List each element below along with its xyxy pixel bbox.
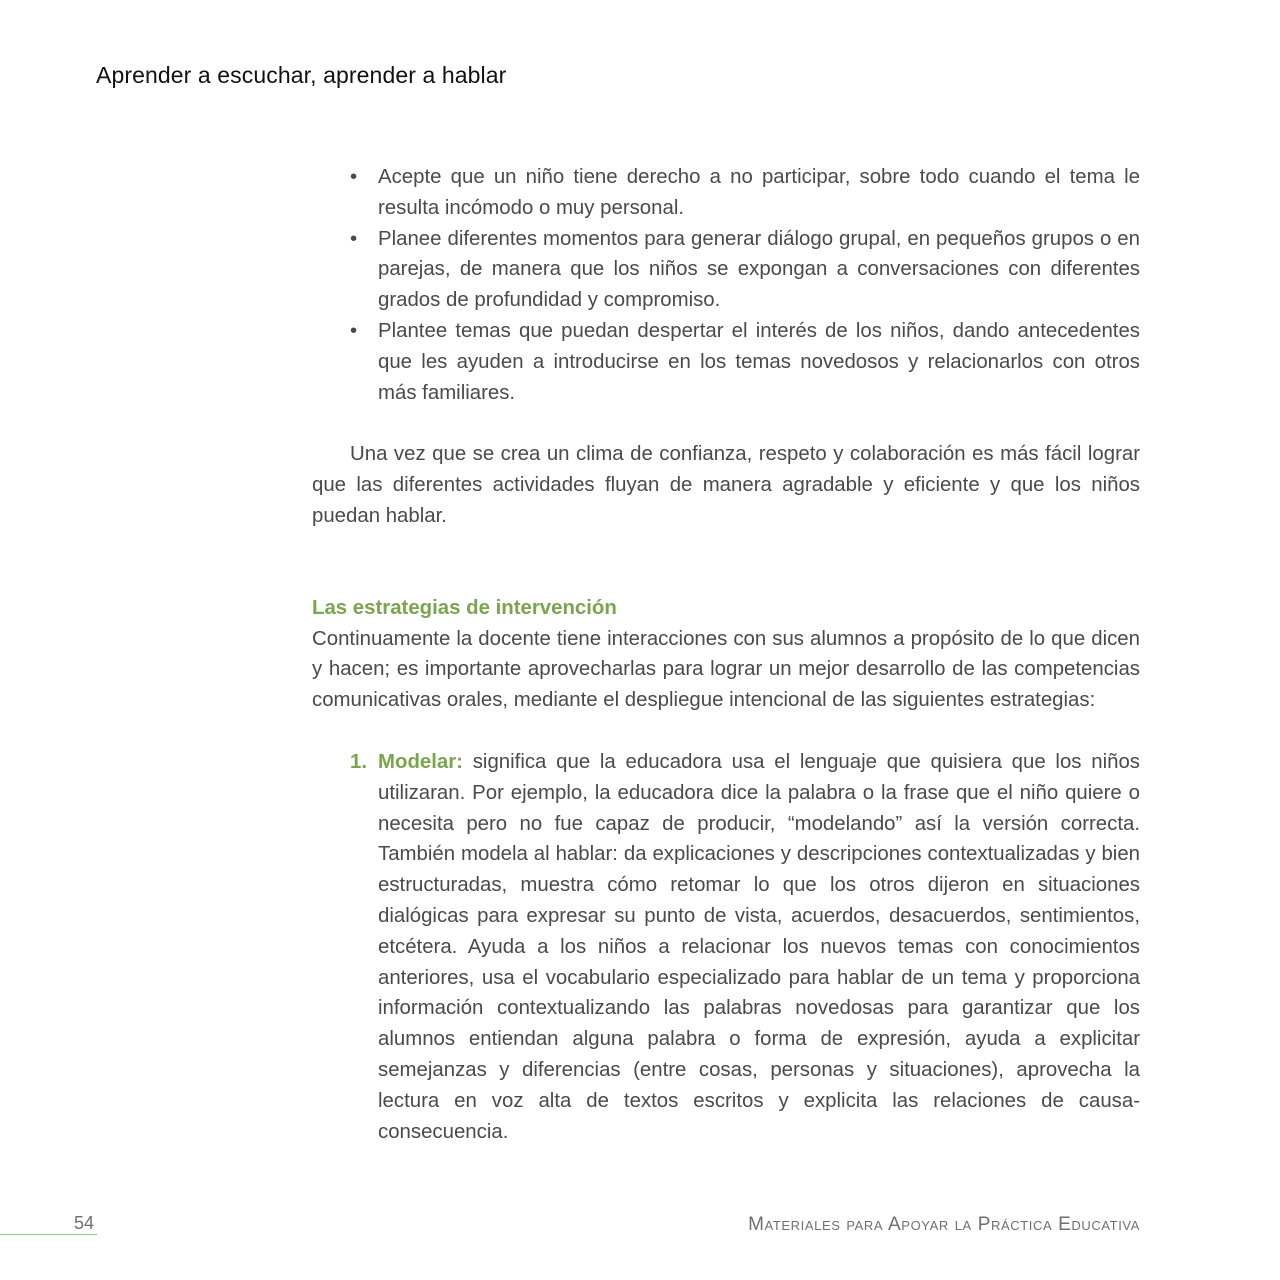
bullet-marker: • (350, 166, 358, 188)
section-paragraph: Continuamente la docente tiene interacciones con sus alumnos a propósito de lo que dicen y hacen; es importante aprovecharlas para lograr un mejor desarrollo de las competencias comunicativas orales, mediante el despliegue intencional de las siguientes estrategias: (312, 627, 1140, 712)
page-content (312, 162, 1140, 1147)
numbered-list (312, 747, 1140, 1147)
bullet-item (312, 316, 1140, 408)
footer-title: Materiales para Apoyar la Práctica Educativa (748, 1214, 1140, 1235)
body-paragraph: Una vez que se crea un clima de confianza, respeto y colaboración es más fácil lograr que las diferentes actividades fluyan de manera agradable y eficiente y que los niños puedan hablar. (312, 443, 1140, 527)
footer-rule (0, 1234, 97, 1235)
bullet-list (312, 162, 1140, 408)
bullet-marker: • (350, 227, 358, 250)
bullet-item (312, 162, 1140, 224)
bullet-marker: • (350, 319, 358, 342)
item-term: Modelar: (378, 750, 463, 773)
numbered-item (312, 747, 1140, 1147)
item-text: significa que la educadora usa el lenguaje que quisiera que los niños utilizaran. Por ejemplo, la educadora dice la palabra o la frase que el niño quiere o necesita pero no fue capaz de producir, “modelando” así la versión correcta. También modela al hablar: da explicaciones y descripciones contextualizadas y bien estructuradas, muestra cómo retomar lo que los otros dijeron en situaciones dialógicas para expresar su punto de vista, acuerdos, desacuerdos, sentimientos, etcétera. Ayuda a los niños a relacionar los nuevos temas con conocimientos anteriores, usa el vocabulario especializado para hablar de un tema y proporciona información contextualizando las palabras novedosas para garantizar que los alumnos entiendan alguna palabra o forma de expresión, ayuda a explicitar semejanzas y diferencias (entre cosas, personas y situaciones), aprovecha la lectura en voz alta de textos escritos y explicita las relaciones de causa-consecuencia. (378, 750, 1140, 1143)
section-heading: Las estrategias de intervención (312, 596, 617, 619)
bullet-text: Acepte que un niño tiene derecho a no participar, sobre todo cuando el tema le resulta incómodo o muy personal. (378, 166, 1140, 219)
page-number: 54 (74, 1213, 95, 1233)
bullet-text: Plantee temas que puedan despertar el interés de los niños, dando antecedentes que les ayuden a introducirse en los temas novedosos y relacionarlos con otros más familiares. (378, 319, 1140, 404)
bullet-text: Planee diferentes momentos para generar diálogo grupal, en pequeños grupos o en parejas, de manera que los niños se expongan a conversaciones con diferentes grados de profundidad y compromiso. (378, 227, 1140, 312)
running-head-title: Aprender a escuchar, aprender a hablar (96, 62, 507, 88)
item-number: 1. (350, 750, 368, 773)
bullet-item (312, 224, 1140, 316)
